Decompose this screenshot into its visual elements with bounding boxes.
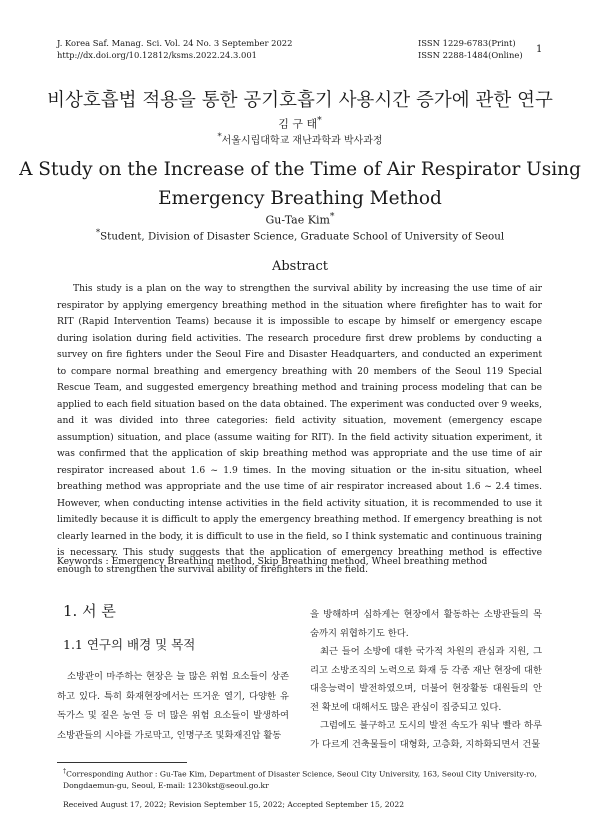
korean-title: 비상호흡법 적용을 통한 공기호흡기 사용시간 증가에 관한 연구 bbox=[47, 90, 553, 111]
keywords-label: Keywords : bbox=[57, 556, 112, 567]
korean-affiliation-text: 서울시립대학교 재난과학과 박사과정 bbox=[221, 135, 383, 147]
english-affiliation-mark: * bbox=[95, 228, 101, 238]
page-number: 1 bbox=[536, 44, 543, 55]
english-affiliation-text: Student, Division of Disaster Science, Graduate School of University of Seoul bbox=[100, 230, 505, 243]
doi-link[interactable]: http://dx.doi.org/10.12812/ksms.2022.24.3.001 bbox=[57, 49, 257, 60]
english-title bbox=[0, 155, 600, 213]
korean-author-name: 김 구 태 bbox=[278, 117, 318, 131]
korean-affiliation bbox=[0, 131, 600, 146]
korean-author bbox=[0, 115, 600, 132]
footnote-mark: † bbox=[63, 768, 67, 775]
english-affiliation bbox=[0, 228, 600, 242]
subsection-title: 1.1 연구의 배경 및 목적 bbox=[63, 637, 196, 652]
body-paragraph-2: 최근 들어 소방에 대한 국가적 차원의 관심과 지원, 그리고 소방조직의 노력으로 화재 등 각종 재난 현장에 대한 대응능력이 발전하였으며, 더불어 현장활동 대원들의 안전 확보에 대해서도 많은 관심이 집중되고 있다. bbox=[310, 646, 542, 713]
body-column-right bbox=[310, 606, 542, 754]
body-paragraph-continuation: 을 방해하며 심하게는 현장에서 활동하는 소방관들의 목숨까지 위협하기도 한다. bbox=[310, 609, 542, 639]
footnote-divider bbox=[57, 762, 187, 763]
footnote-text: Corresponding Author : Gu-Tae Kim, Department of Disaster Science, Seoul City University, 163, Seoul City University-ro, Dongdaemun-gu, Seoul, E-mail: 1230kst@seoul.go.kr bbox=[63, 769, 537, 791]
corresponding-author-footnote bbox=[63, 766, 553, 792]
issn-print: ISSN 1229-6783(Print) bbox=[418, 38, 516, 48]
body-paragraph: 소방관이 마주하는 현장은 늘 많은 위험 요소들이 상존하고 있다. 특히 화재현장에서는 뜨거운 열기, 다양한 유독가스 및 짙은 농연 등 더 많은 위험 요소들이 발생하여 소방관들의 시야를 가로막고, 인명구조 및화재진압 활동 bbox=[57, 671, 289, 741]
journal-citation: J. Korea Saf. Manag. Sci. Vol. 24 No. 3 September 2022 bbox=[57, 38, 293, 48]
journal-header bbox=[57, 38, 292, 61]
abstract-text: This study is a plan on the way to strengthen the survival ability by increasing the use time of air respirator by applying emergency breathing method in the situation where firefighter has to wait for RIT (Rapid Intervention Teams) because it is impossible to escape by himself or emergency escape during isolation during field activities. The research procedure first drew problems by conducting a survey on fire fighters under the Seoul Fire and Disaster Headquarters, and conducted an experiment to compare normal breathing and emergency breathing with 20 members of the Seoul 119 Special Rescue Team, and suggested emergency breathing method and training process modeling that can be applied to each field situation based on the data obtained. The experiment was conducted over 9 weeks, and it was divided into three categories: field activity situation, movement (emergency escape assumption) situation, and place (assume waiting for RIT). In the field activity situation experiment, it was confirmed that the application of skip breathing method was appropriate and the use time of air respirator increased about 1.6 ~ 1.9 times. In the moving situation or the in-situ situation, wheel breathing method was appropriate and the use time of air respirator increased about 1.6 ~ 2.4 times. However, when conducting intense activities in the field activity situation, it is recommended to use it limitedly because it is difficult to apply the emergency breathing method. If emergency breathing is not clearly learned in the body, it is difficult to use in the field, so I think systematic and continuous training is necessary. This study suggests that the application of emergency breathing method is effective enough to strengthen the survival ability of firefighters in the field. bbox=[57, 284, 542, 575]
english-author bbox=[0, 211, 600, 227]
body-paragraph-3: 그럼에도 불구하고 도시의 발전 속도가 워낙 빨라 하루가 다르게 건축물들이 대형화, 고층화, 지하화되면서 건물 bbox=[310, 720, 542, 750]
issn-online: ISSN 2288-1484(Online) bbox=[418, 49, 523, 60]
english-title-line1: A Study on the Increase of the Time of Air Respirator Using bbox=[19, 159, 581, 180]
korean-affiliation-mark: * bbox=[217, 131, 222, 141]
abstract-heading: Abstract bbox=[271, 259, 329, 274]
keywords-text: Emergency Breathing method, Skip Breathing method, Wheel breathing method bbox=[111, 556, 488, 567]
english-author-mark: * bbox=[329, 211, 335, 222]
korean-author-mark: * bbox=[317, 115, 322, 126]
received-dates: Received August 17, 2022; Revision September 15, 2022; Accepted September 15, 2022 bbox=[63, 800, 405, 809]
english-author-name: Gu-Tae Kim bbox=[265, 213, 330, 227]
body-column-left bbox=[57, 600, 289, 745]
issn-block bbox=[418, 38, 523, 61]
english-title-line2: Emergency Breathing Method bbox=[158, 188, 442, 209]
keywords bbox=[57, 556, 547, 567]
section-title: 1. 서 론 bbox=[63, 602, 116, 620]
